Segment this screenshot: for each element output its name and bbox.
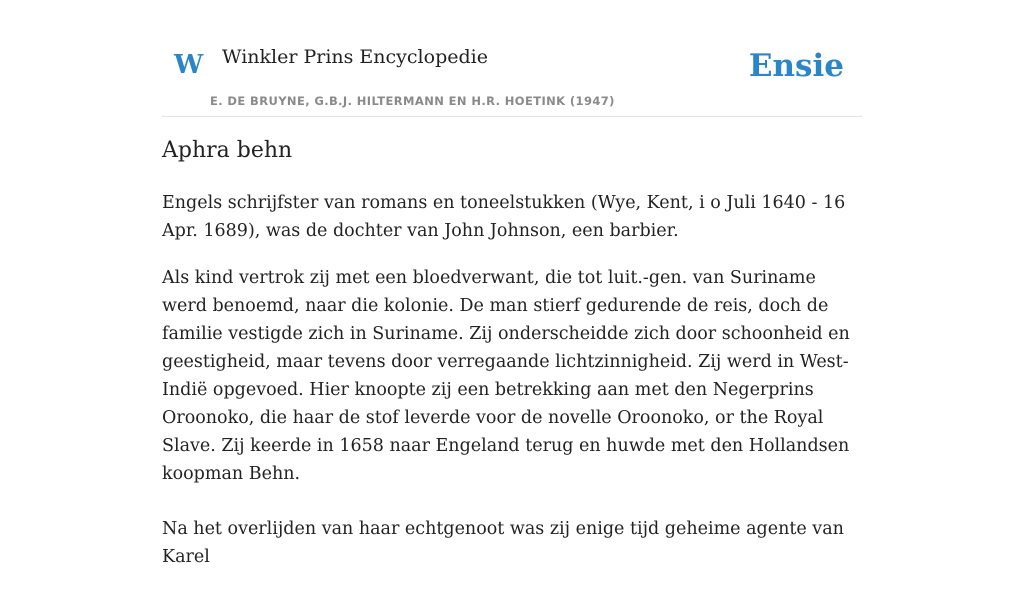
article-paragraph: Engels schrijfster van romans en toneelstukken (Wye, Kent, i o Juli 1640 - 16 Apr. 1689), was de dochter van John Johnson, een barbier.	[162, 192, 846, 241]
article-title: Aphra behn	[162, 138, 293, 163]
winkler-prins-logo[interactable]: W	[174, 50, 204, 80]
source-authors: E. DE BRUYNE, G.B.J. HILTERMANN EN H.R. HOETINK (1947)	[210, 94, 615, 108]
source-title[interactable]: Winkler Prins Encyclopedie	[222, 46, 488, 68]
source-header	[162, 0, 862, 117]
article-paragraph: Na het overlijden van haar echtgenoot was zij enige tijd geheime agente van Karel	[162, 518, 844, 567]
ensie-logo-link[interactable]: Ensie	[748, 48, 844, 84]
article	[162, 136, 862, 590]
article-paragraph: Als kind vertrok zij met een bloedverwant, die tot luit.-gen. van Suriname werd benoemd, naar die kolonie. De man stierf gedurende de reis, doch de familie vestigde zich in Suriname. Zij onderscheidde zich door schoonheid en geestigheid, maar tevens door verregaande lichtzinnigheid. Zij werd in West-Indië opgevoed. Hier knoopte zij een betrekking aan met den Negerprins Oroonoko, die haar de stof leverde voor de novelle Oroonoko, or the Royal Slave. Zij keerde in 1658 naar Engeland terug en huwde met den Hollandsen koopman Behn.	[162, 267, 850, 484]
